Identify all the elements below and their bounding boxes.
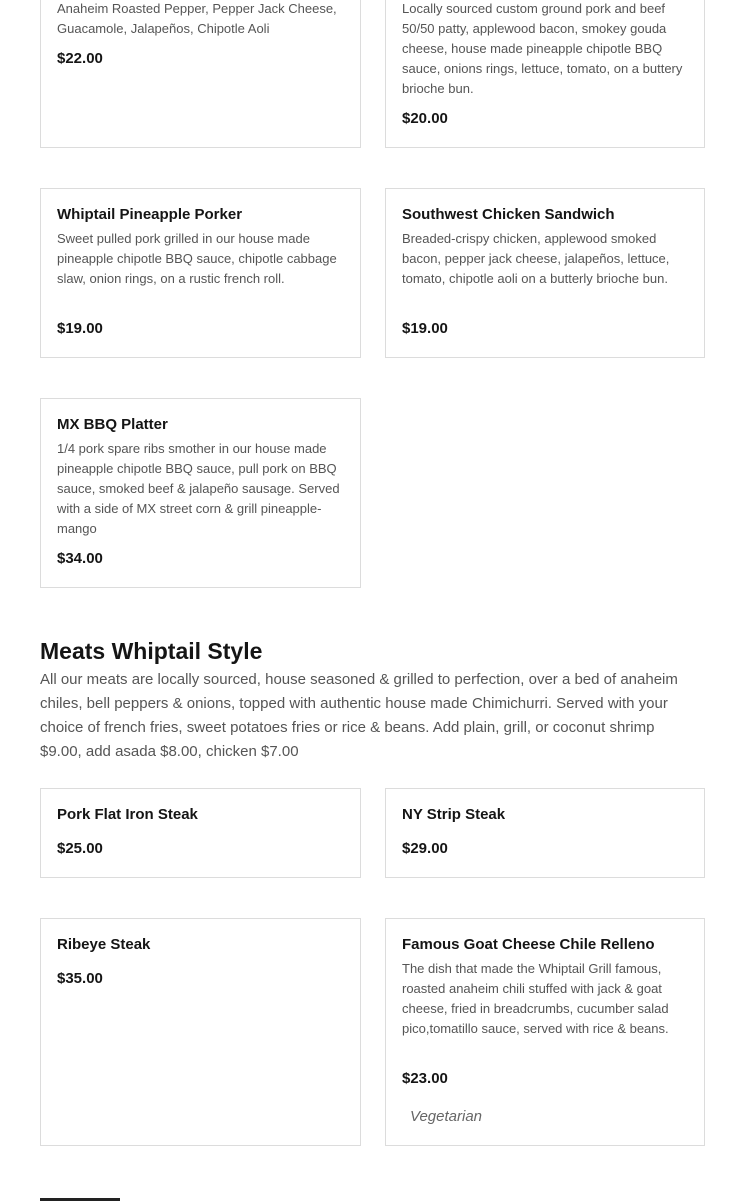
menu-item-card	[40, 0, 361, 148]
menu-item-name: Famous Goat Cheese Chile Relleno	[402, 936, 655, 953]
menu-item-description: Sweet pulled pork grilled in our house made pineapple chipotle BBQ sauce, chipotle cabbage slaw, onion rings, on a rustic french roll.	[57, 231, 337, 286]
menu-item-card	[385, 188, 705, 358]
next-section-title-partial	[40, 1196, 120, 1203]
menu-item-card	[40, 398, 361, 588]
section-title: Meats Whiptail Style	[40, 638, 263, 664]
menu-item-card	[385, 788, 705, 878]
menu-item-card	[40, 188, 361, 358]
section-description: All our meats are locally sourced, house seasoned & grilled to perfection, over a bed of anaheim chiles, bell peppers & onions, topped with authentic house made Chimichurri. Served with your choice of french fries, sweet potatoes fries or rice & beans. Add plain, grill, or coconut shrimp $9.00, add asada $8.00, chicken $7.00	[40, 671, 678, 760]
menu-item-name: Southwest Chicken Sandwich	[402, 206, 615, 223]
vegetarian-tag: Vegetarian	[410, 1108, 482, 1125]
menu-item-price: $19.00	[57, 320, 103, 337]
menu-item-description: The dish that made the Whiptail Grill famous, roasted anaheim chili stuffed with jack & goat cheese, fried in breadcrumbs, cucumber salad pico,tomatillo sauce, served with rice & beans.	[402, 961, 669, 1036]
menu-item-price: $29.00	[402, 840, 448, 857]
menu-item-description: Breaded-crispy chicken, applewood smoked bacon, pepper jack cheese, jalapeños, lettuce, tomato, chipotle aoli on a butterly brioche bun.	[402, 231, 670, 286]
menu-item-description: Locally sourced custom ground pork and beef 50/50 patty, applewood bacon, smokey gouda cheese, house made pineapple chipotle BBQ sauce, onions rings, lettuce, tomato, on a buttery brioche bun.	[402, 1, 683, 96]
menu-item-name: Whiptail Pineapple Porker	[57, 206, 243, 223]
menu-item-price: $20.00	[402, 110, 448, 127]
menu-item-card	[40, 788, 361, 878]
menu-item-price: $35.00	[57, 970, 103, 987]
menu-item-price: $34.00	[57, 550, 103, 567]
menu-item-price: $25.00	[57, 840, 103, 857]
menu-item-description: Anaheim Roasted Pepper, Pepper Jack Cheese, Guacamole, Jalapeños, Chipotle Aoli	[57, 1, 337, 36]
menu-item-name: Pork Flat Iron Steak	[57, 806, 198, 823]
menu-item-card	[385, 918, 705, 1146]
menu-item-price: $19.00	[402, 320, 448, 337]
menu-item-card	[385, 0, 705, 148]
menu-item-description: 1/4 pork spare ribs smother in our house made pineapple chipotle BBQ sauce, pull pork on BBQ sauce, smoked beef & jalapeño sausage. Served with a side of MX street corn & grill pineapple-mango	[57, 441, 340, 536]
menu-item-price: $22.00	[57, 50, 103, 67]
menu-item-name: MX BBQ Platter	[57, 416, 168, 433]
menu-item-card	[40, 918, 361, 1146]
menu-item-name: NY Strip Steak	[402, 806, 506, 823]
menu-item-price: $23.00	[402, 1070, 448, 1087]
menu-item-name: Ribeye Steak	[57, 936, 151, 953]
